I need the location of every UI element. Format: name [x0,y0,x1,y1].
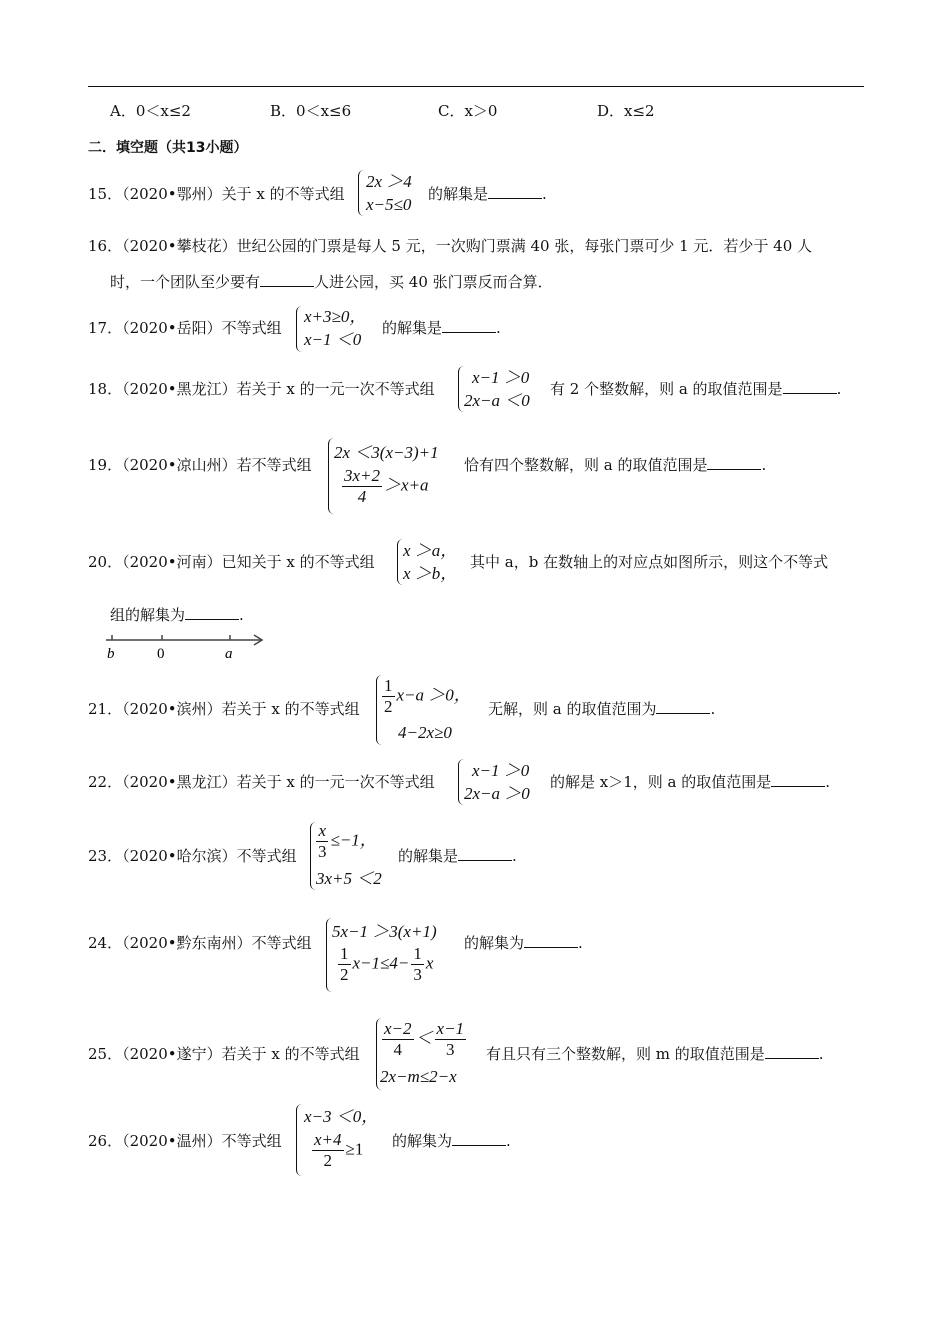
q25-fraction-1: $\frac{x-2}{4}$ [384,1019,412,1059]
option-b: B．0＜x≤6 [270,102,352,120]
q15-brace [358,170,365,216]
q18-ineq-2: 2x−a ＜0 [464,391,530,410]
q22-ineq-1: x−1 ＞0 [472,761,530,780]
q17-brace [296,306,303,352]
option-c: C．x＞0 [438,102,498,120]
q23-answer-blank [458,846,512,861]
q22-answer-blank [771,772,825,787]
q17-answer-blank [442,318,496,333]
q26-brace [296,1104,303,1176]
q15-suffix: 的解集是 . [428,185,547,203]
q15-answer-blank [488,184,542,199]
q20-prefix: 20．（2020•河南）已知关于 x 的不等式组 [88,553,375,571]
q17-ineq-2: x−1 ＜0 [304,330,362,349]
q15-prefix: 15．（2020•鄂州）关于 x 的不等式组 [88,185,345,203]
q25-prefix: 25．（2020•遂宁）若关于 x 的不等式组 [88,1045,360,1063]
q21-answer-blank [656,699,710,714]
q21-fraction: $\frac{1}{2}$ [384,676,393,716]
q24-fraction-2: $\frac{1}{3}$ [413,944,422,984]
q16-line-1: 16．（2020•攀枝花）世纪公园的门票是每人 5 元，一次购门票满 40 张，每张门票可少 1 元．若少于 40 人 [88,237,813,255]
q21-ineq-2: 4−2x≥0 [398,723,452,742]
q17-ineq-1: x+3≥0， [304,307,367,326]
q24-fraction-1: $\frac{1}{2}$ [340,944,349,984]
q16-line-2: 时，一个团队至少要有 人进公园，买 40 张门票反而合算． [110,273,553,291]
q22-suffix: 的解是 x＞1，则 a 的取值范围是 . [550,773,831,791]
q22-prefix: 22．（2020•黑龙江）若关于 x 的一元一次不等式组 [88,773,435,791]
option-d: D．x≤2 [597,102,655,120]
q23-ineq-1: $\frac{x}{3}$ ≤−1， [318,821,377,861]
q22-ineq-2: 2x−a ＞0 [464,784,530,803]
q15-ineq-1: 2x ＞4 [366,172,412,191]
q21-suffix: 无解，则 a 的取值范围为 . [488,700,716,718]
q19-fraction: $\frac{3x+2}{4}$ [344,466,381,506]
q26-suffix: 的解集为 . [392,1132,511,1150]
q19-ineq-2: $\frac{3x+2}{4}$ ＞x+a [344,466,429,506]
q25-suffix: 有且只有三个整数解，则 m 的取值范围是 . [486,1045,824,1063]
q25-ineq-2: 2x−m≤2−x [380,1067,457,1086]
q20-number-line [104,632,268,662]
q21-ineq-1: $\frac{1}{2}$ x−a ＞0， [384,676,471,716]
q17-suffix: 的解集是 . [382,319,501,337]
option-a: A．0＜x≤2 [110,102,191,120]
q25-answer-blank [765,1044,819,1059]
q20-suffix: 其中 a，b 在数轴上的对应点如图所示，则这个不等式 [470,553,829,571]
q18-suffix: 有 2 个整数解，则 a 的取值范围是 . [550,380,842,398]
axis-label-0: 0 [157,646,165,662]
q24-prefix: 24．（2020•黔东南州）不等式组 [88,934,312,952]
q26-prefix: 26．（2020•温州）不等式组 [88,1132,282,1150]
q17-prefix: 17．（2020•岳阳）不等式组 [88,319,282,337]
q26-fraction: $\frac{x+4}{2}$ [314,1130,342,1170]
q21-prefix: 21．（2020•滨州）若关于 x 的不等式组 [88,700,360,718]
q23-fraction: $\frac{x}{3}$ [318,821,327,861]
q24-ineq-2: $\frac{1}{2}$ x−1≤4− $\frac{1}{3}$ x [340,944,434,984]
q24-ineq-1: 5x−1 ＞3(x+1) [332,922,437,941]
q26-ineq-2: $\frac{x+4}{2}$ ≥1 [314,1130,364,1170]
q18-prefix: 18．（2020•黑龙江）若关于 x 的一元一次不等式组 [88,380,435,398]
section-title: 二．填空题（共13小题） [88,140,248,156]
q26-ineq-1: x−3 ＜0， [304,1107,379,1126]
q24-answer-blank [524,933,578,948]
q25-ineq-1: $\frac{x-2}{4}$ ＜ $\frac{x-1}{3}$ [384,1019,465,1059]
q20-line-2: 组的解集为 . [110,606,244,624]
q20-answer-blank [185,605,239,620]
q23-ineq-2: 3x+5 ＜2 [316,869,382,888]
q23-prefix: 23．（2020•哈尔滨）不等式组 [88,847,297,865]
q19-ineq-1: 2x ＜3(x−3)+1 [334,443,439,462]
q19-answer-blank [707,455,761,470]
q23-suffix: 的解集是 . [398,847,517,865]
q20-ineq-2: x ＞b， [403,564,458,583]
q20-ineq-1: x ＞a， [403,541,458,560]
q26-answer-blank [452,1131,506,1146]
q24-suffix: 的解集为 . [464,934,583,952]
q25-fraction-2: $\frac{x-1}{3}$ [436,1019,465,1059]
q16-answer-blank [260,272,314,287]
top-rule [88,86,864,87]
q15-ineq-2: x−5≤0 [366,195,412,214]
q19-suffix: 恰有四个整数解，则 a 的取值范围是 . [464,456,767,474]
q19-prefix: 19．（2020•凉山州）若不等式组 [88,456,312,474]
q18-ineq-1: x−1 ＞0 [472,368,530,387]
axis-label-a: a [225,646,233,662]
q18-answer-blank [783,379,837,394]
axis-label-b: b [107,646,115,662]
